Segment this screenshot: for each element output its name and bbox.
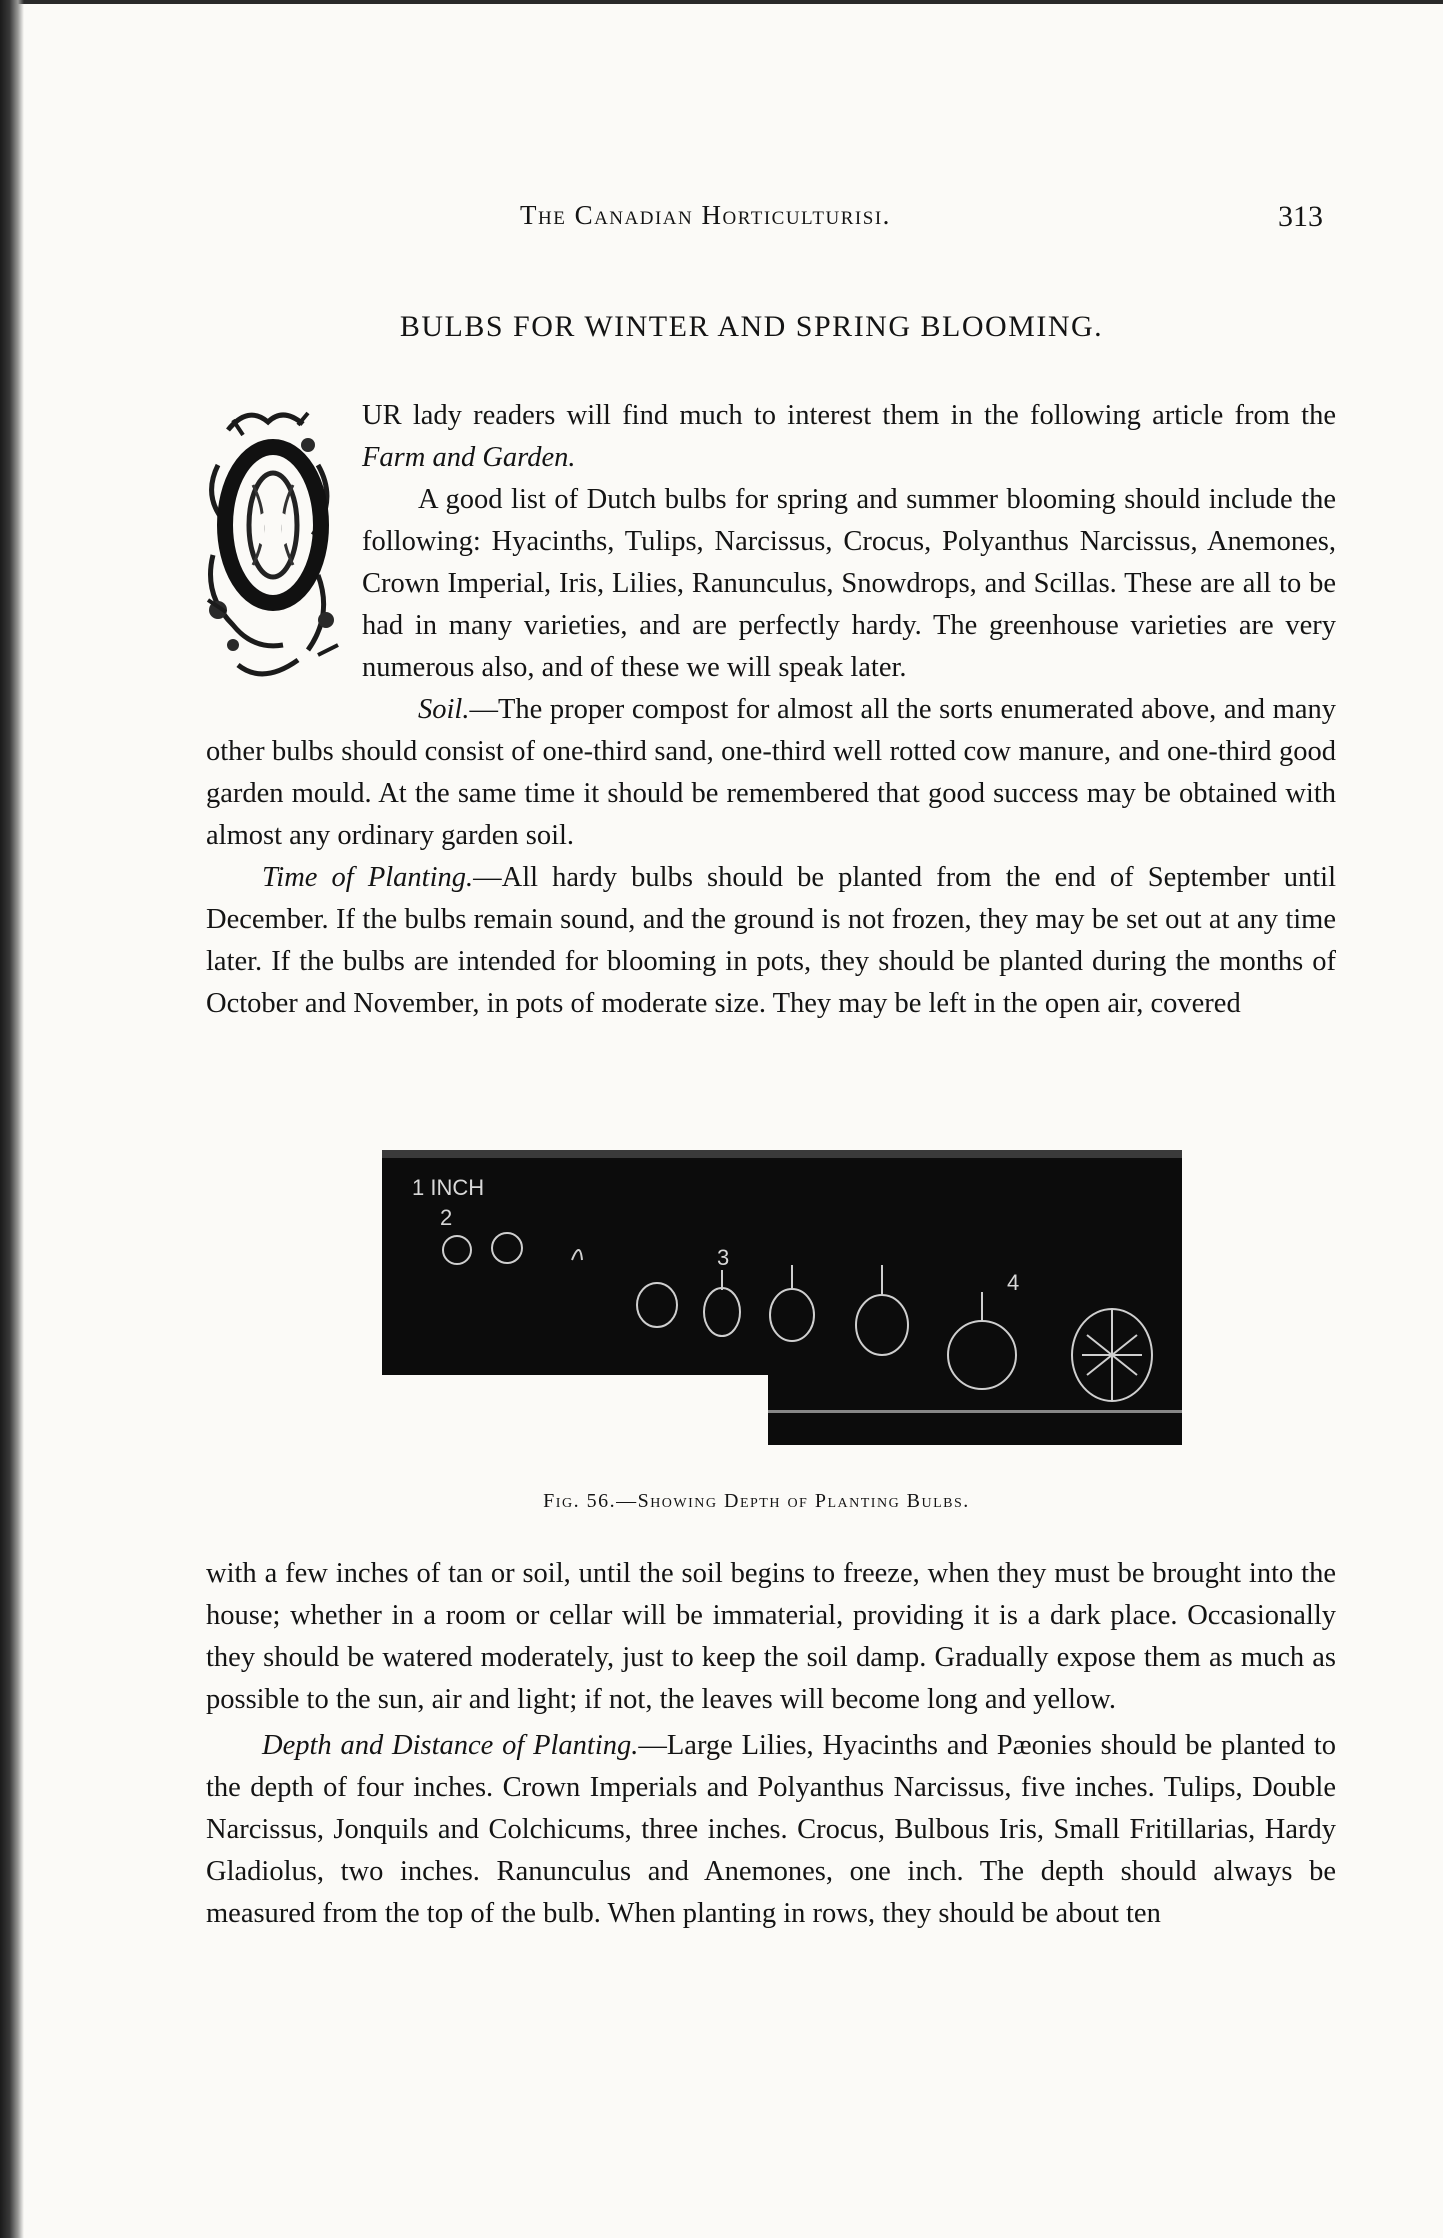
depth-text: —Large Lilies, Hyacinths and Pæonies should be planted to the depth of four inches. Crown Imperials and Polyanthus Narcissus, five inches. Tulips, Double Narcissus, Jonquils and Colchicums, three inches. Crocus, Bulbous Iris, Small Fritillarias, Hardy Gladiolus, two inches. Ranunculus and Anemones, one inch. The depth should always be measured from the top of the bulb. When planting in rows, they should be about ten	[206, 1730, 1336, 1929]
bulb-depth-illustration	[382, 1150, 1182, 1470]
depth-paragraph	[206, 1725, 1336, 1935]
soil-heading: Soil.	[418, 694, 470, 725]
dropcap-ornament	[198, 405, 348, 690]
figure-label-4: 4	[1007, 1270, 1020, 1295]
page-edge-top	[0, 0, 1443, 4]
running-head	[0, 200, 1443, 240]
figure-label-3: 3	[717, 1245, 730, 1270]
planting-depth-figure	[382, 1150, 1182, 1470]
figure-label-2: 2	[440, 1205, 453, 1230]
continuation-paragraph: with a few inches of tan or soil, until the soil begins to freeze, when they must be brought into the house; whether in a room or cellar will be immaterial, providing it is a dark place. Occasionally they should be watered moderately, just to keep the soil damp. Gradually expose them as much as possible to the sun, air and light; if not, the leaves will become long and yellow.	[206, 1558, 1336, 1715]
time-text: —All hardy bulbs should be planted from the end of September until December. If the bulbs remain sound, and the ground is not frozen, they may be set out at any time later. If the bulbs are intended for blooming in pots, they should be planted during the months of October and November, in pots of moderate size. They may be left in the open air, covered	[206, 862, 1336, 1019]
depth-heading: Depth and Distance of Planting.	[262, 1730, 639, 1761]
ornamental-letter-icon	[198, 405, 348, 690]
intro-source: Farm and Garden.	[362, 442, 576, 473]
soil-text: —The proper compost for almost all the sorts enumerated above, and many other bulbs should consist of one-third sand, one-third well rotted cow manure, and one-third good garden mould. At the same time it should be remembered that good success may be obtained with almost any ordinary garden soil.	[206, 694, 1336, 851]
figure-caption: Fig. 56.—Showing Depth of Planting Bulbs.	[543, 1490, 970, 1512]
time-paragraph	[206, 857, 1336, 1025]
bulb-list-paragraph: A good list of Dutch bulbs for spring and summer blooming should include the following: Hyacinths, Tulips, Narcissus, Crocus, Polyanthus Narcissus, Anemones, Crown Imperial, Iris, Lilies, Ranunculus, Snowdrops, and Scillas. These are all to be had in many varieties, and are perfectly hardy. The greenhouse varieties are very numerous also, and of these we will speak later.	[362, 484, 1336, 683]
running-title: The Canadian Horticulturisi.	[520, 200, 891, 230]
article-body-top	[206, 395, 1336, 1025]
soil-paragraph	[206, 689, 1336, 857]
intro-text: UR lady readers will find much to interest them in the following article from the	[362, 400, 1336, 431]
article-body-bottom	[206, 1553, 1336, 1935]
article-title: BULBS FOR WINTER AND SPRING BLOOMING.	[399, 310, 1104, 343]
figure-label-1: 1 INCH	[412, 1175, 485, 1200]
page-number: 313	[1278, 200, 1323, 233]
svg-text:O: O	[252, 503, 294, 559]
time-heading: Time of Planting.	[262, 862, 474, 893]
intro-paragraph	[206, 395, 1336, 479]
